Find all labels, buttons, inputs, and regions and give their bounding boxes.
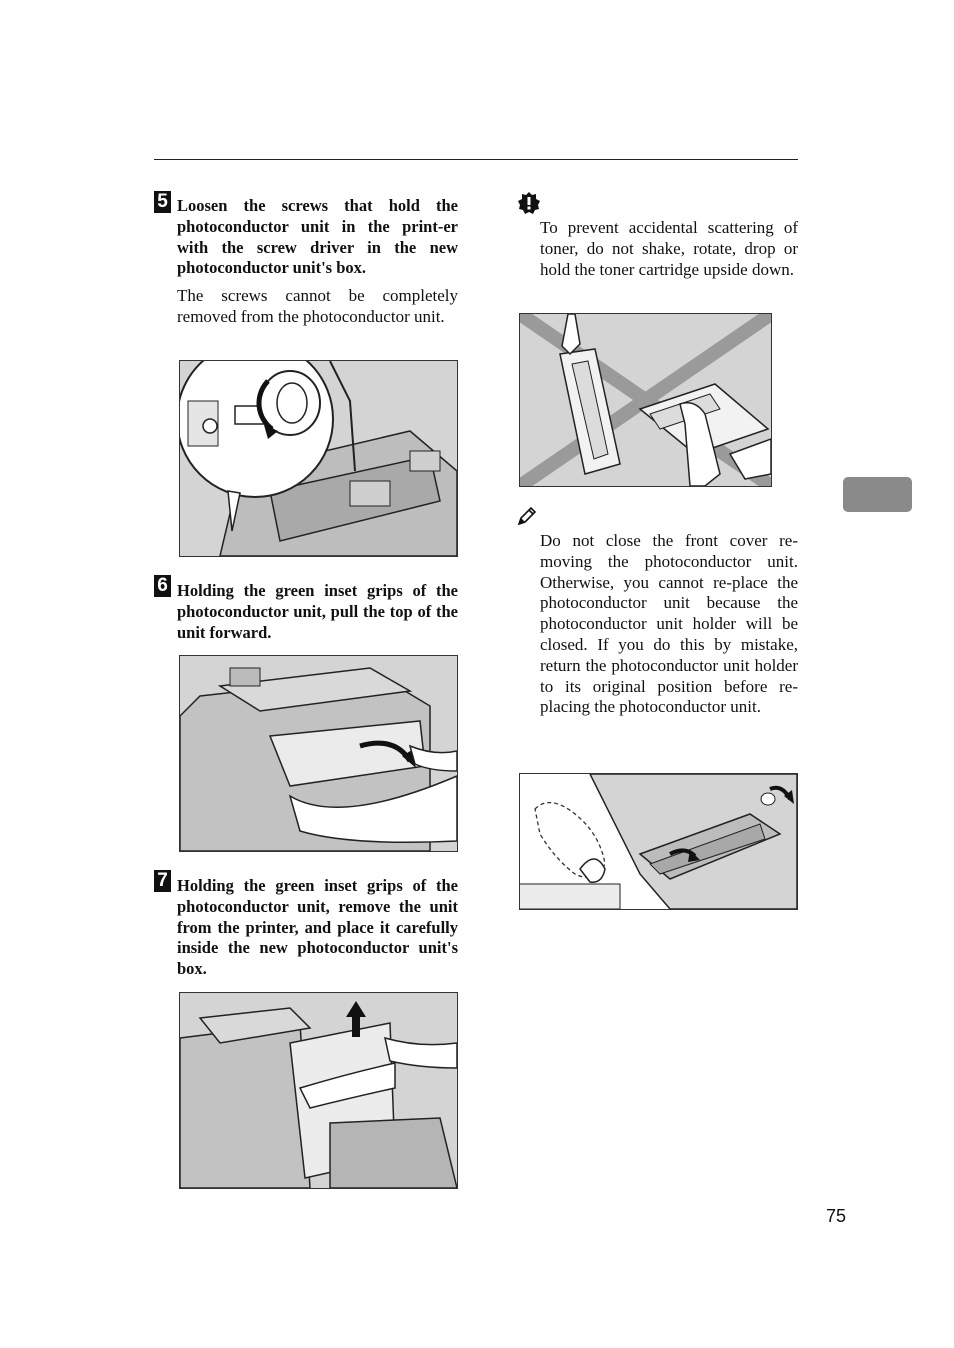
pull-unit-forward-illustration: [179, 655, 458, 852]
note-pencil-icon: [517, 506, 537, 526]
remove-unit-illustration: [179, 992, 458, 1189]
step-6-title: Holding the green inset grips of the photoconductor unit, pull the top of the unit forward.: [177, 581, 458, 642]
important-icon: [518, 192, 540, 214]
step-5-number: 5: [154, 191, 171, 213]
note-text: Do not close the front cover re-moving the photoconductor unit. Otherwise, you cannot re-place the photoconductor unit because the photoconductor unit holder will be closed. If you do this by mistake, return the photoconductor unit holder to its original position before re-placing the photoconductor unit.: [540, 531, 798, 717]
step-7-number: 7: [154, 870, 171, 892]
toner-handling-warning-illustration: [519, 313, 772, 487]
step-6-number: 6: [154, 575, 171, 597]
screw-loosening-illustration: [179, 360, 458, 557]
important-text: To prevent accidental scattering of toner, do not shake, rotate, drop or hold the toner cartridge upside down.: [540, 218, 798, 279]
step-7-title: Holding the green inset grips of the photoconductor unit, remove the unit from the printer, and place it carefully inside the new photoconductor unit's box.: [177, 876, 458, 979]
photoconductor-holder-illustration: [519, 773, 798, 910]
step-5-body: The screws cannot be completely removed from the photoconductor unit.: [177, 286, 458, 326]
step-5-title: Loosen the screws that hold the photoconductor unit in the print-er with the screw driver in the new photoconductor unit's box.: [177, 196, 458, 278]
chapter-tab: [843, 477, 912, 512]
header-rule: [154, 159, 798, 160]
page-number: 75: [825, 1206, 846, 1226]
